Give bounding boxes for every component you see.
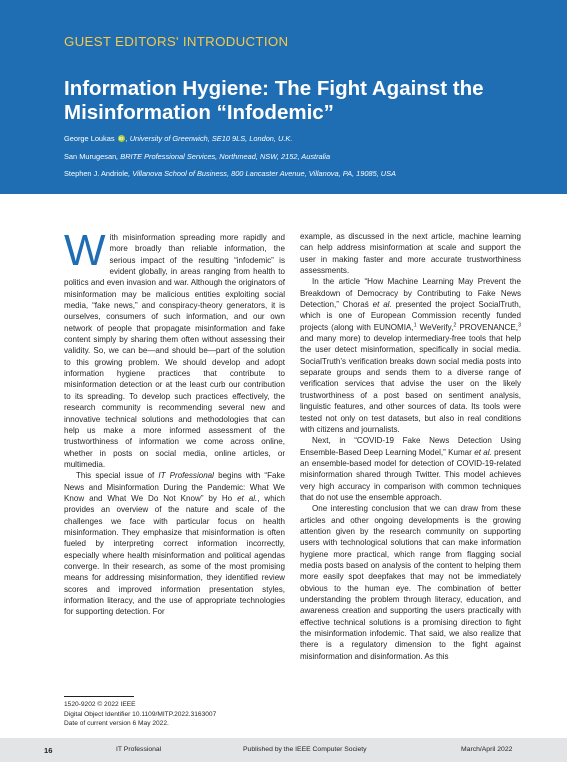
body-column-right: [300, 231, 521, 662]
paragraph: One interesting conclusion that we can draw from these articles and other ongoing developments is the growing attention given by the research community on supporting users with technological solutions that can make information hygiene more practical, which range from flagging social media posts based on analysis of the content to helping them more easily spot deepfakes that may not be immediately obvious to the human eye. The combination of better understanding the problem through literacy, education, and awareness creation and supporting the users practically with effective technical solutions is a promising direction to fight the misinformation infodemic. That said, we also realize that there is a regulatory dimension to the fight against misinformation and disinformation. As this: [300, 504, 521, 661]
page-footer: [0, 738, 567, 762]
footnote: [64, 700, 216, 729]
author-affiliation: , BRITE Professional Services, Northmead, NSW, 2152, Australia: [116, 151, 331, 161]
paragraph: With misinformation spreading more rapidly and more broadly than reliable information, the serious impact of the resulting “infodemic” is evident globally, in areas ranging from health to politics and even invasion and war. Although the originators of misinformation may be malicious entities exploiting social media, “fake news,” and conspiracy-theory generators, it is ourselves, consumers of such information, and our own network of people that propagate misinformation and fake content simply by sharing them often without assessing their validity. So, we can be—and should be—part of the solution to this growing problem. We should develop and adopt information hygiene practices that contribute to misinformation detection or at the least curb our contribution to its spreading. To develop such practices effectively, the research community is recommending several new and innovative technical solutions and methodologies that can help us make a more informed assessment of the trustworthiness of information we come across online, whether in posts on social media, online articles, or multimedia.: [64, 226, 285, 469]
paragraph: example, as discussed in the next article, machine learning can help address misinformation at scale and support the user in making faster and more accurate trustworthiness assessments.: [300, 232, 521, 276]
author-affiliation: , University of Greenwich, SE10 9LS, London, U.K.: [125, 134, 293, 143]
footnote-rule: [64, 696, 134, 697]
dropcap: W: [64, 226, 106, 275]
reference-1[interactable]: 1: [413, 322, 417, 329]
magazine-title: IT Professional: [116, 746, 162, 753]
author-name: San Murugesan: [64, 151, 117, 161]
author-name: Stephen J. Andriole: [64, 169, 129, 179]
doi[interactable]: Digital Object Identifier 10.1109/MITP.2022.3163007: [64, 710, 217, 718]
body-column-left: [64, 226, 285, 618]
author-list: [64, 130, 554, 183]
author-affiliation: , Villanova School of Business, 800 Lancaster Avenue, Villanova, PA, 19085, USA: [128, 169, 396, 179]
publisher-line: Published by the IEEE Computer Society: [243, 746, 367, 753]
section-label: GUEST EDITORS' INTRODUCTION: [64, 34, 289, 49]
version-date: Date of current version 6 May 2022.: [64, 720, 169, 728]
paragraph: Next, in “COVID-19 Fake News Detection Using Ensemble-Based Deep Learning Model,” Kumar et al. present an ensemble-based model for detection of COVID-19-related misinformation shared through Twitter. This model achieves very high accuracy in comparison with common techniques that do not use the ensemble approach.: [300, 436, 522, 502]
header-banner: [0, 0, 567, 194]
reference-3[interactable]: 3: [517, 322, 521, 329]
paragraph: This special issue of IT Professional begins with “Fake News and Misinformation During the Pandemic: What We Know and What We Do Not Know” by Ho et al., which provides an overview of the nature and scale of the challenges we face with particular focus on health misinformation. They emphasize that misinformation is often fueled by interpreting correct information incorrectly, especially where health misinformation and political agendas converge. In their research, as some of the most promising means for addressing misinformation, they identified review scores and improved information presentation styles, information literacy, and the use of appropriate technologies for supporting detection. For: [64, 471, 285, 617]
author-2: [64, 148, 554, 166]
page-number: 16: [44, 745, 53, 755]
issue-date: March/April 2022: [461, 746, 513, 753]
magazine-name: IT Professional: [158, 471, 214, 481]
issn: 1520-9202 © 2022 IEEE: [64, 701, 136, 708]
paragraph: In the article “How Machine Learning May Prevent the Breakdown of Democracy by Contributing to Fake News Detection,” Choraś et al. presented the project SocialTruth, which is one of European Commission recently funded projects (along with EUNOMIA,$^1$ WeVerify,$^2$ PROVENANCE,$^3$ and many more) to develop intermediary-free tools that help the user detect misinformation, specifically in social media. SocialTruth’s verification breaks down social media posts into separate groups and sends them to a diverse range of verification services that advise the user on the likely trustworthiness of a post based on sentiment analysis, linguistic features, and other sources of data. Its tools were tested not only on test datasets, but also in real conditions with citizens and journalists.: [300, 277, 521, 434]
author-3: [64, 165, 554, 183]
orcid-icon[interactable]: iD: [118, 136, 124, 141]
article-title: Information Hygiene: The Fight Against the Misinformation “Infodemic”: [64, 77, 484, 124]
author-1: [64, 130, 554, 148]
reference-2[interactable]: 2: [453, 322, 457, 329]
author-name: George Loukas: [64, 134, 115, 143]
